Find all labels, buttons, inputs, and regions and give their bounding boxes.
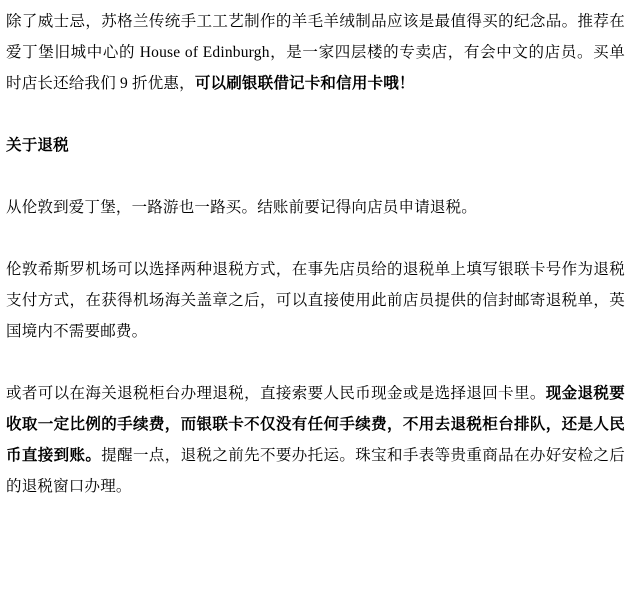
paragraph-counter [6, 378, 625, 502]
paragraph-spacer-1 [6, 99, 625, 130]
paragraph-spacer-3 [6, 223, 625, 254]
paragraph-tax-refund-intro [6, 192, 625, 223]
paragraph-spacer-4 [6, 347, 625, 378]
heathrow-text: 伦敦希斯罗机场可以选择两种退税方式，在事先店员给的退税单上填写银联卡号作为退税支付方式，在获得机场海关盖章之后，可以直接使用此前店员提供的信封邮寄退税单，英国境内不需要邮费。 [6, 261, 625, 340]
counter-text-regular-2: 提醒一点，退税之前先不要办托运。珠宝和手表等贵重商品在办好安检之后的退税窗口办理。 [6, 447, 625, 495]
intro-text-bold: 可以刷银联借记卡和信用卡哦！ [194, 75, 415, 92]
section-heading-tax-refund: 关于退税 [6, 137, 69, 154]
tax-refund-intro-text: 从伦敦到爱丁堡，一路游也一路买。结账前要记得向店员申请退税。 [6, 199, 478, 216]
paragraph-intro [6, 6, 625, 99]
intro-text-regular: 除了威士忌，苏格兰传统手工工艺制作的羊毛羊绒制品应该是最值得买的纪念品。推荐在爱丁堡旧城中心的 House of Edinburgh，是一家四层楼的专卖店，有会中文的店员。买单时店长还给我们 9 折优惠， [6, 13, 625, 92]
counter-text-regular-1: 或者可以在海关退税柜台办理退税，直接索要人民币现金或是选择退回卡里。 [6, 385, 546, 402]
paragraph-heathrow [6, 254, 625, 347]
counter-text-bold: 现金退税要收取一定比例的手续费，而银联卡不仅没有任何手续费，不用去退税柜台排队，还是人民币直接到账。 [6, 385, 625, 464]
paragraph-spacer-2 [6, 161, 625, 192]
